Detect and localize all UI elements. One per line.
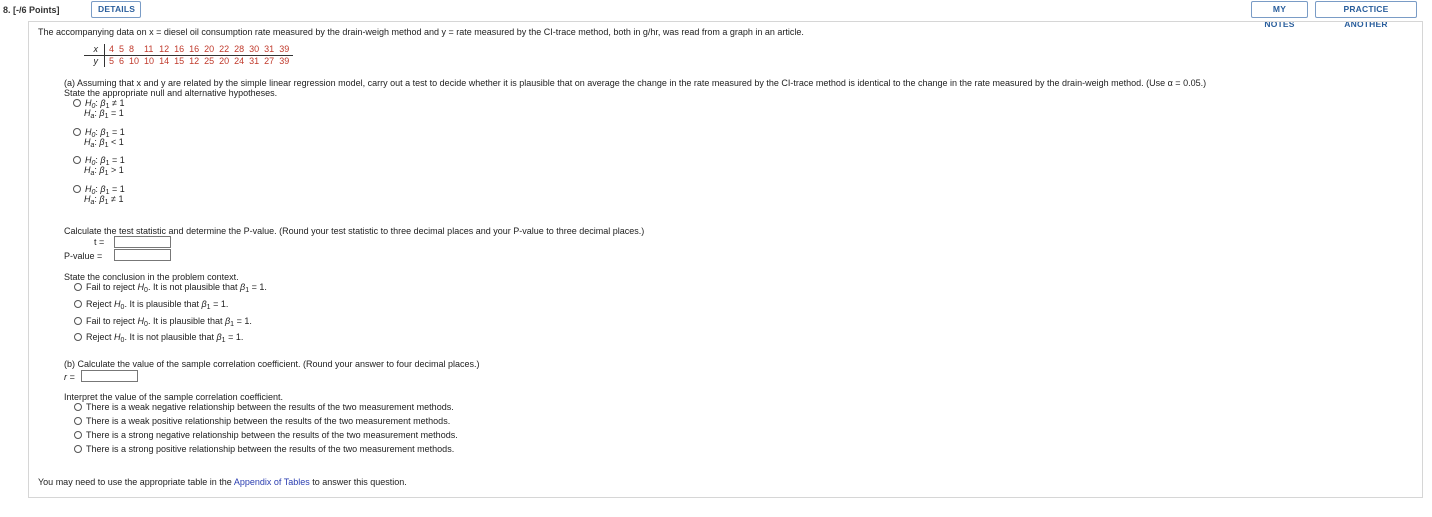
radio-button[interactable]: [74, 417, 82, 425]
x-value: 20: [203, 44, 218, 56]
t-statistic-input[interactable]: [114, 236, 171, 248]
conclusion-option-1[interactable]: Fail to reject $H_0$. It is not plausible that $\beta_1 = 1$.: [74, 282, 267, 292]
conclusion-option-3[interactable]: Fail to reject $H_0$. It is plausible that $\beta_1 = 1$.: [74, 316, 252, 326]
y-value: 24: [234, 56, 245, 66]
y-value: 27: [264, 56, 275, 66]
x-value: 11: [143, 44, 158, 56]
radio-button[interactable]: [74, 300, 82, 308]
y-value: 12: [189, 56, 200, 66]
y-value: 31: [249, 56, 260, 66]
data-row-x: [84, 44, 293, 56]
calc-prompt: Calculate the test statistic and determine the P-value. (Round your test statistic to three decimal places and your P-value to three decimal places.): [64, 226, 645, 236]
radio-button[interactable]: [74, 431, 82, 439]
y-value: 10: [144, 56, 155, 66]
y-value: 20: [219, 56, 230, 66]
appendix-link[interactable]: Appendix of Tables: [233, 477, 310, 487]
interpret-option-1[interactable]: There is a weak negative relationship between the results of the two measurement methods.: [74, 402, 454, 412]
radio-button[interactable]: [74, 403, 82, 411]
interpret-prompt: Interpret the value of the sample correlation coefficient.: [64, 392, 283, 402]
hypotheses-prompt: State the appropriate null and alternative hypotheses.: [64, 88, 278, 98]
x-value: 16: [173, 44, 188, 56]
y-value: 14: [159, 56, 170, 66]
radio-button[interactable]: [73, 156, 81, 164]
r-input[interactable]: [81, 370, 138, 382]
radio-button[interactable]: [73, 128, 81, 136]
p-value-label: P-value =: [64, 251, 103, 261]
x-label: x: [84, 44, 105, 56]
x-value: 31: [263, 44, 278, 56]
hypothesis-option-1[interactable]: $H_0$: $\beta_1 \ne 1$ $H_a$: $\beta_1 = 1$: [73, 98, 124, 118]
interpret-option-4[interactable]: There is a strong positive relationship between the results of the two measurement methods.: [74, 444, 454, 454]
r-label: r =: [64, 372, 75, 382]
details-button[interactable]: DETAILS: [91, 1, 141, 18]
p-value-input[interactable]: [114, 249, 171, 261]
radio-button[interactable]: [74, 317, 82, 325]
hypothesis-option-4[interactable]: $H_0$: $\beta_1 = 1$ $H_a$: $\beta_1 \ne 1$: [73, 184, 125, 204]
x-value: 16: [188, 44, 203, 56]
conclusion-option-2[interactable]: Reject $H_0$. It is plausible that $\beta_1 = 1$.: [74, 299, 228, 309]
radio-button[interactable]: [74, 445, 82, 453]
x-value: 39: [278, 44, 293, 56]
t-label: t =: [94, 237, 105, 247]
x-value: 30: [248, 44, 263, 56]
x-value: 28: [233, 44, 248, 56]
y-value: 6: [119, 56, 125, 66]
interpret-option-3[interactable]: There is a strong negative relationship between the results of the two measurement methods.: [74, 430, 458, 440]
practice-another-button[interactable]: PRACTICE ANOTHER: [1315, 1, 1417, 18]
x-value: 4: [105, 44, 119, 56]
x-value: 22: [218, 44, 233, 56]
conclusion-option-4[interactable]: Reject $H_0$. It is not plausible that $\beta_1 = 1$.: [74, 332, 243, 342]
y-value: 15: [174, 56, 185, 66]
footer-text: You may need to use the appropriate table in the Appendix of Tables to answer this question.: [38, 477, 407, 487]
y-value: 10: [129, 56, 140, 66]
part-a-prompt: (a) Assuming that x and y are related by the simple linear regression model, carry out a test to decide whether it is plausible that on average the change in the rate measured by the CI-trace method is identical to the change in the rate measured by the drain-weigh method. (Use α = 0.05.): [64, 78, 1207, 88]
hypothesis-option-2[interactable]: $H_0$: $\beta_1 = 1$ $H_a$: $\beta_1 < 1$: [73, 127, 125, 147]
x-value: 8: [128, 44, 143, 56]
radio-button[interactable]: [73, 99, 81, 107]
radio-button[interactable]: [74, 333, 82, 341]
interpret-option-2[interactable]: There is a weak positive relationship between the results of the two measurement methods.: [74, 416, 450, 426]
y-value: 39: [279, 56, 290, 66]
radio-button[interactable]: [74, 283, 82, 291]
conclusion-prompt: State the conclusion in the problem context.: [64, 272, 239, 282]
part-b-prompt: (b) Calculate the value of the sample correlation coefficient. (Round your answer to four decimal places.): [64, 359, 480, 369]
radio-button[interactable]: [73, 185, 81, 193]
hypothesis-option-3[interactable]: $H_0$: $\beta_1 = 1$ $H_a$: $\beta_1 > 1$: [73, 155, 125, 175]
data-table: [84, 44, 293, 67]
y-value: 5: [109, 56, 115, 66]
y-label: y: [84, 56, 105, 68]
data-row-y: [84, 56, 293, 68]
my-notes-button[interactable]: MY NOTES: [1251, 1, 1308, 18]
intro-text: The accompanying data on x = diesel oil consumption rate measured by the drain-weigh method and y = rate measured by the CI-trace method, both in g/hr, was read from a graph in an article.: [38, 27, 804, 37]
x-value: 5: [118, 44, 128, 56]
question-points: 8. [-/6 Points]: [3, 5, 60, 15]
y-value: 25: [204, 56, 215, 66]
x-value: 12: [158, 44, 173, 56]
